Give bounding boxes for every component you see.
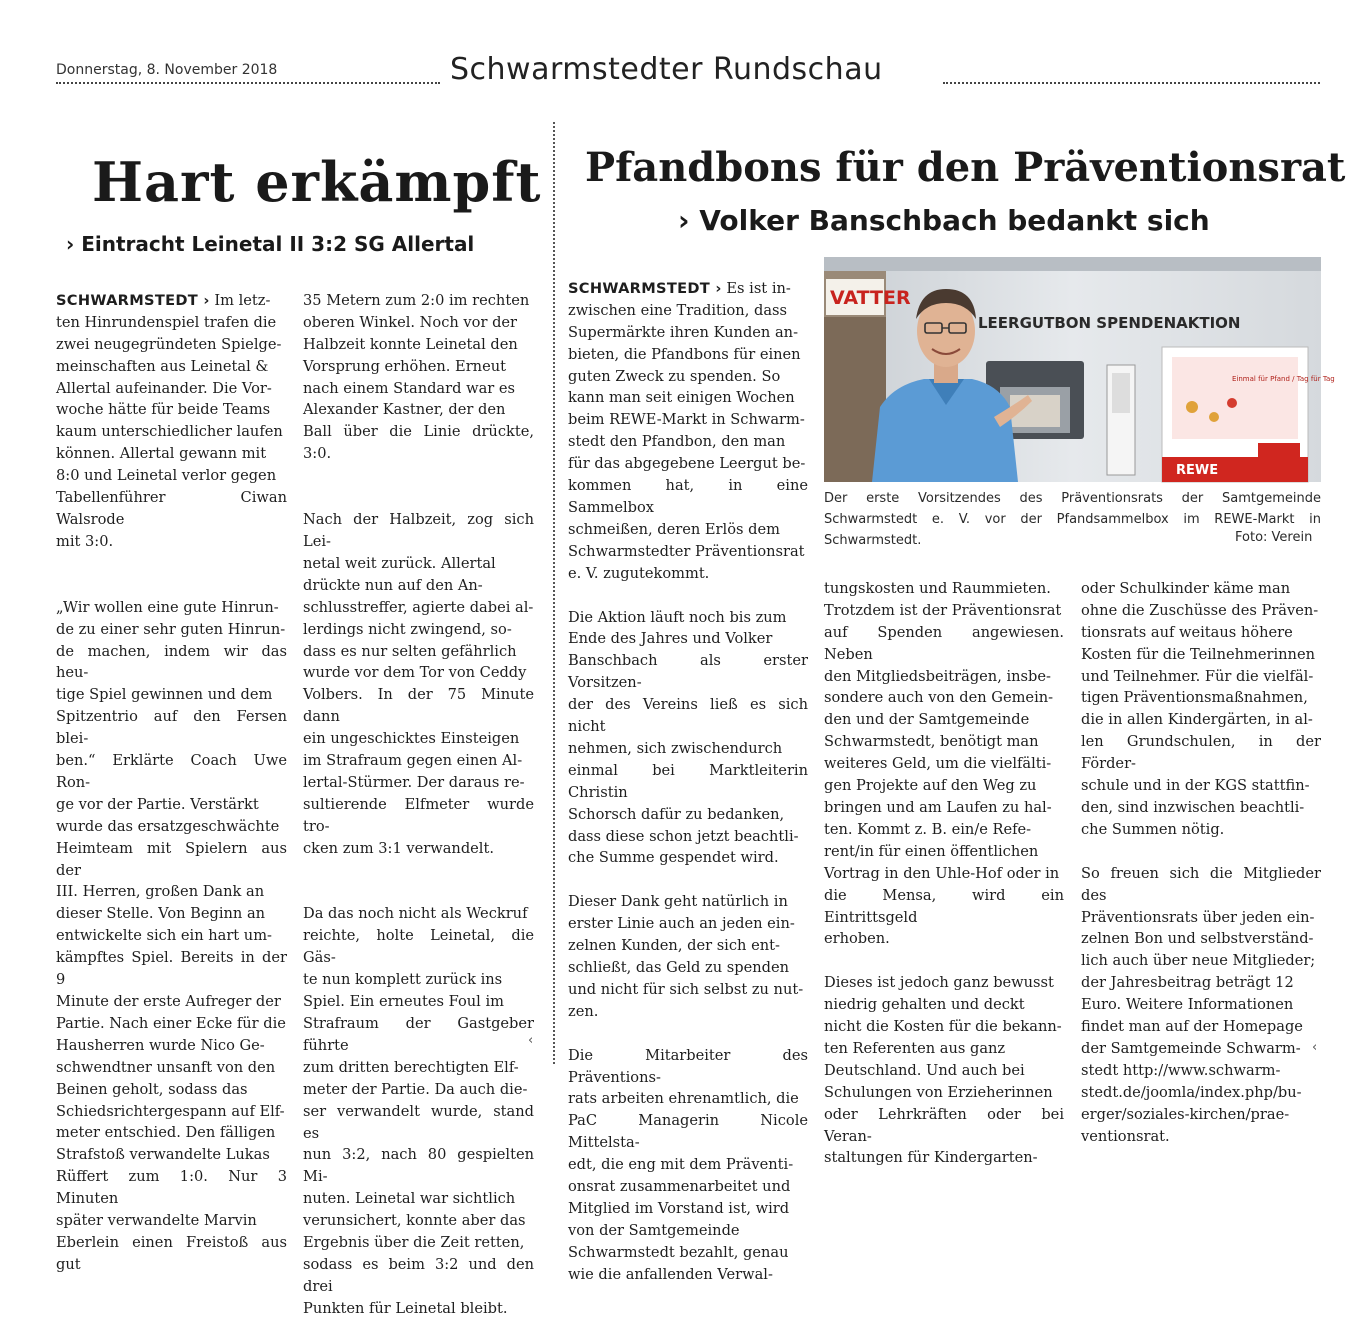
right-end-mark: ‹ [1312,1040,1318,1055]
left-col2-para-1: 35 Metern zum 2:0 im rechten oberen Winkel. Noch vor der Halbzeit konnte Leinetal den Vorsprung erhöhen. Erneut nach einem Standard war es Alexander Kastner, der den Ball über die Linie drückte, 3:0. [303,291,534,463]
article-separator [553,122,555,1064]
leergutbon-sign: LEERGUTBON SPENDENAKTION [978,314,1241,332]
left-subheadline: › Eintracht Leinetal II 3:2 SG Allertal [66,232,475,256]
right-col1-para-1 [568,278,808,585]
newspaper-title: Schwarmstedter Rundschau [450,52,883,87]
right-headline: Pfandbons für den Präventionsrat [585,144,1346,191]
right-dateline: SCHWARMSTEDT › [568,279,722,297]
left-col1-para-2: „Wir wollen eine gute Hinrun- de zu einer sehr guten Hinrun- de machen, indem wir das heu- tige Spiel gewinnen und dem Spitzentrio auf den Fersen blei- ben.“ Erklärte Coach Uwe Ron- ge vor der Partie. Verstärkt wurde das ersatzgeschwächte Heimteam mit Spielern aus der III. Herren, großen Dank an dieser Stelle. Von Beginn an entwickelte sich ein hart um- kämpftes Spiel. Bereits in der 9 Minute der erste Aufreger der Partie. Nach einer Ecke für die Hausherren wurde Nico Ge- schwendtner unsanft von den Beinen geholt, sodass das Schiedsrichtergespann auf Elf- meter entschied. Den fälligen Strafstoß verwandelte Lukas Rüffert zum 1:0. Nur 3 Minuten später verwandelte Marvin Eberlein einen Freistoß aus gut [56,598,287,1273]
rewe-logo: REWE [1176,463,1219,478]
left-col2-para-2: Nach der Halbzeit, zog sich Lei- netal weit zurück. Allertal drückte nun auf den An- schlusstreffer, agierte dabei al- lerdings nicht zwingend, so- dass es nur selten gefährlich wurde vor dem Tor von Ceddy Volbers. In der 75 Minute dann ein ungeschicktes Einsteigen im Strafraum gegen einen Al- lertal-Stürmer. Der daraus re- sultierende Elfmeter wurde tro- cken zum 3:1 verwandelt. [303,511,534,857]
right-subheadline: › Volker Banschbach bedankt sich [678,204,1210,237]
right-col3-para-1: oder Schulkinder käme man ohne die Zuschüsse des Präven- tionsrats auf weitaus höhere Kosten für die Teilnehmerinnen und Teilnehmer. Für die vielfäl- tigen Präventionsmaßnahmen, die in allen Kindergärten, in al- len Grundschulen, in der Förder- schule und in der KGS stattfin- den, sind inzwischen beachtli- che Summen nötig. [1081,579,1321,838]
left-col1-para-1 [56,290,287,553]
left-dateline: SCHWARMSTEDT › [56,291,210,309]
right-col1-para-2: Die Aktion läuft noch bis zum Ende des Jahres und Volker Banschbach als erster Vorsitzen- der des Vereins ließ es sich nicht nehmen, sich zwischendurch einmal bei Marktleiterin Christin Schorsch dafür zu bedanken, dass diese schon jetzt beachtli- che Summe gespendet wird. [568,608,808,867]
right-col1-text-1: Es ist in- zwischen eine Tradition, dass Supermärkte ihren Kunden an- bieten, die Pfandbons für einen guten Zweck zu spenden. So kann man seit einigen Wochen beim REWE-Markt in Schwarm- stedt den Pfandbon, den man für das abgegebene Leergut be- kommen hat, in eine Sammelbox schmeißen, deren Erlös dem Schwarmstedter Präventionsrat e. V. zugutekommt. [568,279,808,582]
right-col1-para-3: Dieser Dank geht natürlich in erster Linie auch an jeden ein- zelnen Kunden, der sich ent- schließt, das Geld zu spenden und nicht für sich selbst zu nut- zen. [568,893,804,1020]
right-col1-para-4: Die Mitarbeiter des Präventions- rats arbeiten ehrenamtlich, die PaC Managerin Nicole Mittelsta- edt, die eng mit dem Präventi- onsrat zusammenarbeitet und Mitglied im Vorstand ist, wird von der Samtgemeinde Schwarmstedt bezahlt, genau wie die anfallenden Verwal- [568,1046,808,1283]
photo-caption: Der erste Vorsitzendes des Präventionsrats der Samtgemeinde Schwarmstedt e. V. vor der Pfandsammelbox im REWE-Markt in Schwarmstedt. [824,491,1321,548]
issue-date: Donnerstag, 8. November 2018 [56,62,278,78]
right-column-2 [824,556,1064,1191]
poster-text: Einmal für Pfand / Tag für Tag [1232,375,1335,383]
right-column-3 [1081,556,1321,1169]
right-col2-para-1: tungskosten und Raummieten. Trotzdem ist der Präventionsrat auf Spenden angewiesen. Neben den Mitgliedsbeiträgen, insbe- sondere auch von den Gemein- den und der Samtgemeinde Schwarmstedt, benötigt man weiteres Geld, um die vielfälti- gen Projekte auf den Weg zu bringen und am Laufen zu hal- ten. Kommt z. B. ein/e Refe- rent/in für einen öffentlichen Vortrag in den Uhle-Hof oder in die Mensa, wird ein Eintrittsgeld erhoben. [824,579,1064,948]
vatter-logo: VATTER [830,287,911,309]
header-rule-left [56,82,440,84]
left-end-mark: ‹ [528,1033,534,1048]
header-rule-right [943,82,1320,84]
left-column-1 [56,268,287,1298]
right-col3-para-2: So freuen sich die Mitglieder des Präventionsrats über jeden ein- zelnen Bon und selbstverständ- lich auch über neue Mitglieder; der Jahresbeitrag beträgt 12 Euro. Weitere Informationen findet man auf der Homepage der Samtgemeinde Schwarm- stedt http://www.schwarm- stedt.de/joomla/index.php/bu- erger/soziales-kirchen/prae- ventionsrat. [1081,864,1321,1145]
left-col1-text-1: Im letz- ten Hinrundenspiel trafen die zwei neugegründeten Spielge- meinschaften aus Leinetal & Allertal aufeinander. Die Vor- woche hätte für beide Teams kaum unterschiedlicher laufen können. Allertal gewann mit 8:0 und Leinetal verlor gegen Tabellenführer Ciwan Walsrode mit 3:0. [56,291,287,550]
right-column-1 [568,256,808,1308]
left-col2-para-3: Da das noch nicht als Weckruf reichte, holte Leinetal, die Gäs- te nun komplett zurück ins Spiel. Ein erneutes Foul im Strafraum der Gastgeber führte zum dritten berechtigten Elf- meter der Partie. Da auch die- ser verwandelt wurde, stand es nun 3:2, nach 80 gespielten Mi- nuten. Leinetal war sichtlich verunsichert, konnte aber das Ergebnis über die Zeit retten, sodass es beim 3:2 und den drei Punkten für Leinetal bleibt. [303,905,534,1317]
left-column-2 [303,268,534,1342]
left-headline: Hart erkämpft [92,150,542,214]
article-photo [824,257,1335,482]
right-col2-para-2: Dieses ist jedoch ganz bewusst niedrig gehalten und deckt nicht die Kosten für die bekann- ten Referenten aus ganz Deutschland. Und auch bei Schulungen von Erzieherinnen oder Lehrkräften oder bei Veran- staltungen für Kindergarten- [824,974,1064,1167]
photo-credit: Foto: Verein [1235,530,1313,545]
